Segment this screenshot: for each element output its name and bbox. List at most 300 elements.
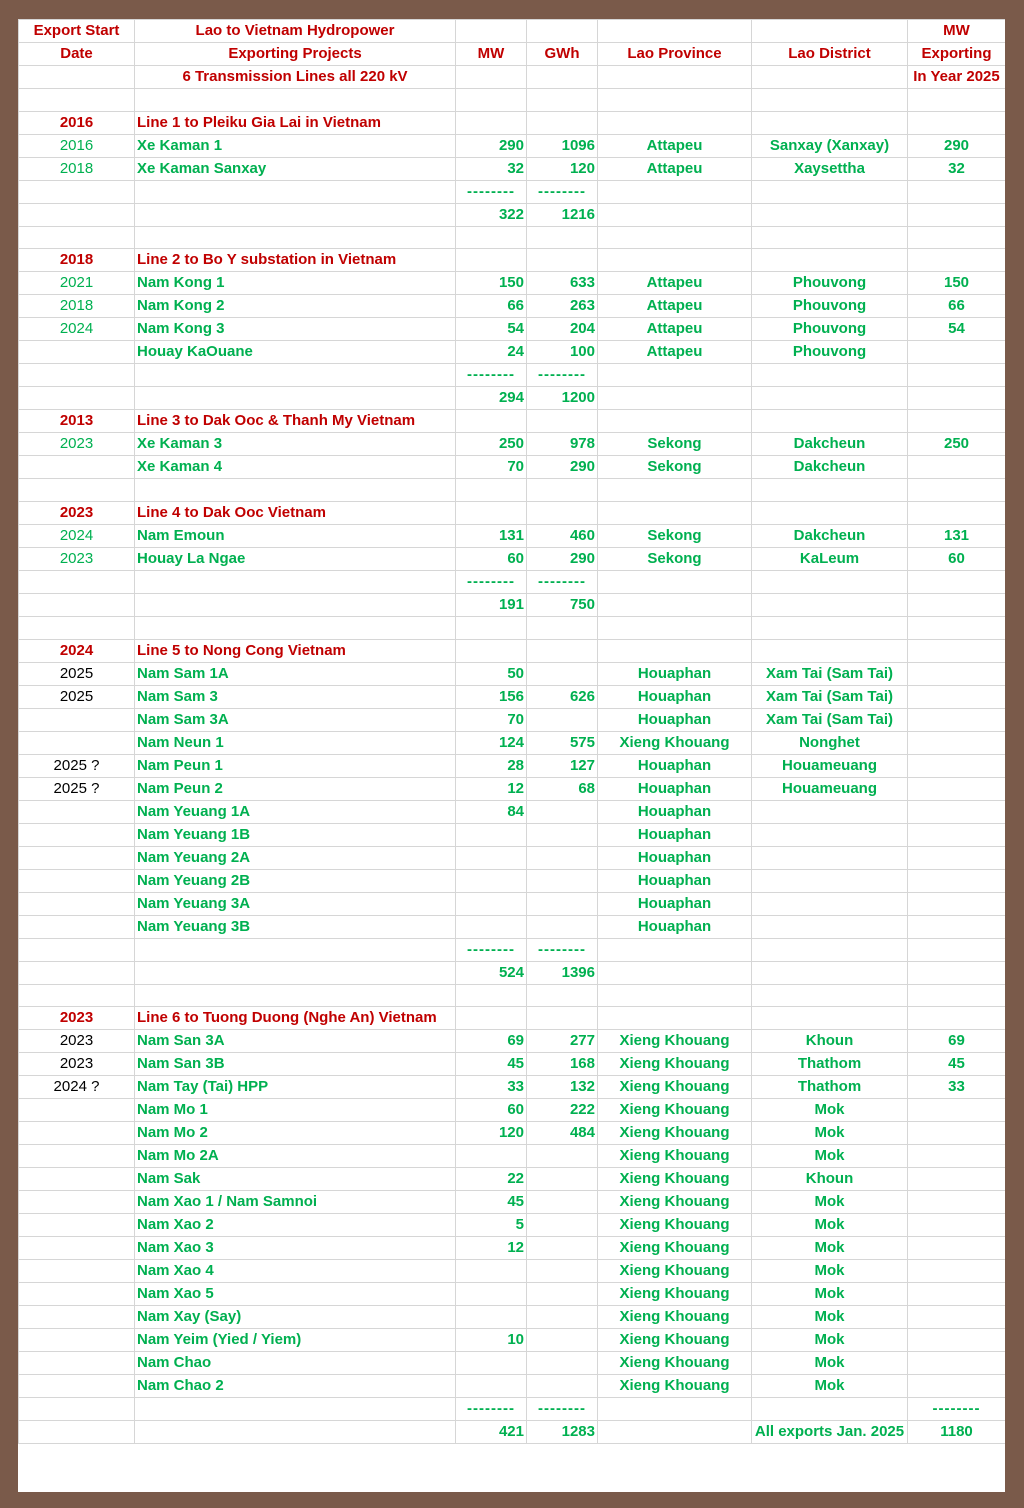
exp-separator[interactable]: -------- <box>908 1398 1006 1421</box>
export-date[interactable] <box>19 1375 135 1398</box>
exp-separator[interactable] <box>908 938 1006 961</box>
mw-exporting[interactable] <box>908 1191 1006 1214</box>
province[interactable]: Xieng Khouang <box>598 1191 752 1214</box>
district[interactable]: Dakcheun <box>752 456 908 479</box>
mw[interactable]: 45 <box>456 1191 527 1214</box>
project-name[interactable]: Xe Kaman Sanxay <box>135 157 456 180</box>
mw[interactable] <box>456 823 527 846</box>
empty-cell[interactable] <box>135 364 456 387</box>
district[interactable]: Houameuang <box>752 754 908 777</box>
empty-cell[interactable] <box>19 387 135 410</box>
project-name[interactable]: Nam Emoun <box>135 525 456 548</box>
project-name[interactable]: Nam Kong 2 <box>135 295 456 318</box>
header-gwh[interactable]: GWh <box>527 43 598 66</box>
mw[interactable]: 70 <box>456 708 527 731</box>
empty-cell[interactable] <box>752 1398 908 1421</box>
empty-cell[interactable] <box>598 203 752 226</box>
empty-cell[interactable] <box>456 249 527 272</box>
province[interactable]: Houaphan <box>598 846 752 869</box>
empty-cell[interactable] <box>598 364 752 387</box>
export-date[interactable] <box>19 1145 135 1168</box>
gwh[interactable]: 626 <box>527 685 598 708</box>
district[interactable]: Sanxay (Xanxay) <box>752 134 908 157</box>
mw-subtotal[interactable]: 322 <box>456 203 527 226</box>
mw[interactable]: 290 <box>456 134 527 157</box>
gwh-separator[interactable]: -------- <box>527 938 598 961</box>
empty-cell[interactable] <box>19 571 135 594</box>
empty-cell[interactable] <box>908 89 1006 112</box>
empty-cell[interactable] <box>135 961 456 984</box>
empty-cell[interactable] <box>752 617 908 640</box>
mw[interactable] <box>456 1145 527 1168</box>
empty-cell[interactable] <box>527 1007 598 1030</box>
district[interactable]: Xam Tai (Sam Tai) <box>752 685 908 708</box>
province[interactable]: Sekong <box>598 433 752 456</box>
empty-cell[interactable] <box>135 1398 456 1421</box>
mw-exporting[interactable]: 33 <box>908 1076 1006 1099</box>
mw-exporting[interactable] <box>908 1145 1006 1168</box>
project-name[interactable]: Nam Mo 1 <box>135 1099 456 1122</box>
empty-cell[interactable] <box>456 984 527 1007</box>
empty-cell[interactable] <box>908 502 1006 525</box>
mw[interactable]: 156 <box>456 685 527 708</box>
province[interactable]: Houaphan <box>598 754 752 777</box>
gwh-separator[interactable]: -------- <box>527 364 598 387</box>
project-name[interactable]: Nam Xao 4 <box>135 1260 456 1283</box>
empty-cell[interactable] <box>135 1421 456 1444</box>
empty-cell[interactable] <box>598 1398 752 1421</box>
empty-cell[interactable] <box>908 617 1006 640</box>
exp-separator[interactable] <box>908 571 1006 594</box>
empty-cell[interactable] <box>19 984 135 1007</box>
project-name[interactable]: Nam Yeuang 1B <box>135 823 456 846</box>
empty-cell[interactable] <box>752 984 908 1007</box>
empty-cell[interactable] <box>456 502 527 525</box>
empty-cell[interactable] <box>598 984 752 1007</box>
mw[interactable]: 84 <box>456 800 527 823</box>
export-date[interactable] <box>19 341 135 364</box>
district[interactable]: Mok <box>752 1214 908 1237</box>
empty-cell[interactable] <box>456 226 527 249</box>
export-date[interactable] <box>19 731 135 754</box>
project-name[interactable]: Nam Sam 3 <box>135 685 456 708</box>
province[interactable]: Xieng Khouang <box>598 1375 752 1398</box>
line-year[interactable]: 2023 <box>19 502 135 525</box>
export-date[interactable] <box>19 1260 135 1283</box>
mw[interactable]: 70 <box>456 456 527 479</box>
district[interactable]: Mok <box>752 1329 908 1352</box>
district[interactable]: Mok <box>752 1283 908 1306</box>
mw[interactable]: 22 <box>456 1168 527 1191</box>
line-year[interactable]: 2018 <box>19 249 135 272</box>
export-date[interactable]: 2018 <box>19 295 135 318</box>
district[interactable]: Phouvong <box>752 272 908 295</box>
mw[interactable] <box>456 1306 527 1329</box>
project-name[interactable]: Houay KaOuane <box>135 341 456 364</box>
mw-exporting[interactable] <box>908 708 1006 731</box>
export-date[interactable]: 2025 ? <box>19 777 135 800</box>
gwh[interactable] <box>527 800 598 823</box>
empty-cell[interactable] <box>752 203 908 226</box>
province[interactable]: Xieng Khouang <box>598 1260 752 1283</box>
mw-separator[interactable]: -------- <box>456 180 527 203</box>
province[interactable]: Attapeu <box>598 295 752 318</box>
empty-cell[interactable] <box>598 961 752 984</box>
gwh[interactable] <box>527 846 598 869</box>
gwh[interactable] <box>527 915 598 938</box>
export-date[interactable] <box>19 1122 135 1145</box>
province[interactable]: Houaphan <box>598 777 752 800</box>
empty-cell[interactable] <box>908 594 1006 617</box>
mw-exporting[interactable] <box>908 869 1006 892</box>
empty-cell[interactable] <box>908 203 1006 226</box>
empty-cell[interactable] <box>598 1007 752 1030</box>
gwh[interactable]: 484 <box>527 1122 598 1145</box>
empty-cell[interactable] <box>752 410 908 433</box>
mw[interactable] <box>456 1352 527 1375</box>
header-district[interactable] <box>752 20 908 43</box>
project-name[interactable]: Nam Xao 3 <box>135 1237 456 1260</box>
empty-cell[interactable] <box>598 571 752 594</box>
district[interactable]: Phouvong <box>752 295 908 318</box>
empty-cell[interactable] <box>19 89 135 112</box>
line-name[interactable]: Line 4 to Dak Ooc Vietnam <box>135 502 456 525</box>
gwh[interactable] <box>527 1191 598 1214</box>
province[interactable]: Houaphan <box>598 915 752 938</box>
gwh[interactable] <box>527 708 598 731</box>
mw-separator[interactable]: -------- <box>456 364 527 387</box>
project-name[interactable]: Nam Chao 2 <box>135 1375 456 1398</box>
district[interactable] <box>752 915 908 938</box>
province[interactable]: Xieng Khouang <box>598 1352 752 1375</box>
mw[interactable]: 50 <box>456 662 527 685</box>
empty-cell[interactable] <box>908 249 1006 272</box>
empty-cell[interactable] <box>19 617 135 640</box>
empty-cell[interactable] <box>598 502 752 525</box>
empty-cell[interactable] <box>752 180 908 203</box>
mw-exporting[interactable]: 69 <box>908 1030 1006 1053</box>
empty-cell[interactable] <box>908 639 1006 662</box>
export-date[interactable]: 2023 <box>19 433 135 456</box>
empty-cell[interactable] <box>527 249 598 272</box>
gwh[interactable]: 633 <box>527 272 598 295</box>
all-exports-label[interactable]: All exports Jan. 2025 <box>752 1421 908 1444</box>
empty-cell[interactable] <box>135 617 456 640</box>
mw-exporting[interactable]: 54 <box>908 318 1006 341</box>
export-date[interactable] <box>19 1306 135 1329</box>
mw-exporting[interactable] <box>908 1375 1006 1398</box>
district[interactable]: Dakcheun <box>752 525 908 548</box>
gwh[interactable]: 460 <box>527 525 598 548</box>
gwh[interactable] <box>527 823 598 846</box>
mw[interactable]: 124 <box>456 731 527 754</box>
line-name[interactable]: Line 3 to Dak Ooc & Thanh My Vietnam <box>135 410 456 433</box>
header-gwh[interactable] <box>527 66 598 89</box>
project-name[interactable]: Nam Neun 1 <box>135 731 456 754</box>
gwh[interactable] <box>527 1375 598 1398</box>
line-year[interactable]: 2013 <box>19 410 135 433</box>
line-name[interactable]: Line 5 to Nong Cong Vietnam <box>135 639 456 662</box>
district[interactable]: Nonghet <box>752 731 908 754</box>
mw-exporting[interactable] <box>908 685 1006 708</box>
line-year[interactable]: 2016 <box>19 111 135 134</box>
province[interactable]: Sekong <box>598 548 752 571</box>
gwh[interactable] <box>527 1214 598 1237</box>
district[interactable] <box>752 823 908 846</box>
header-mw-exporting[interactable]: MW <box>908 20 1006 43</box>
province[interactable]: Xieng Khouang <box>598 1283 752 1306</box>
mw[interactable] <box>456 1283 527 1306</box>
gwh[interactable] <box>527 662 598 685</box>
project-name[interactable]: Xe Kaman 4 <box>135 456 456 479</box>
gwh[interactable]: 575 <box>527 731 598 754</box>
project-name[interactable]: Nam Yeim (Yied / Yiem) <box>135 1329 456 1352</box>
province[interactable]: Xieng Khouang <box>598 1329 752 1352</box>
export-date[interactable] <box>19 846 135 869</box>
gwh[interactable]: 290 <box>527 456 598 479</box>
empty-cell[interactable] <box>527 410 598 433</box>
export-date[interactable] <box>19 1099 135 1122</box>
project-name[interactable]: Nam Yeuang 3A <box>135 892 456 915</box>
empty-cell[interactable] <box>135 938 456 961</box>
province[interactable]: Sekong <box>598 525 752 548</box>
mw[interactable]: 60 <box>456 1099 527 1122</box>
mw[interactable]: 32 <box>456 157 527 180</box>
mw-exporting[interactable]: 60 <box>908 548 1006 571</box>
export-date[interactable] <box>19 892 135 915</box>
export-date[interactable]: 2024 ? <box>19 1076 135 1099</box>
empty-cell[interactable] <box>527 502 598 525</box>
export-date[interactable]: 2021 <box>19 272 135 295</box>
mw-exporting[interactable]: 150 <box>908 272 1006 295</box>
empty-cell[interactable] <box>135 180 456 203</box>
gwh[interactable] <box>527 1260 598 1283</box>
empty-cell[interactable] <box>456 617 527 640</box>
export-date[interactable]: 2018 <box>19 157 135 180</box>
mw-exporting[interactable] <box>908 1237 1006 1260</box>
province[interactable]: Houaphan <box>598 708 752 731</box>
mw[interactable] <box>456 1260 527 1283</box>
empty-cell[interactable] <box>598 226 752 249</box>
province[interactable]: Attapeu <box>598 157 752 180</box>
project-name[interactable]: Nam Peun 2 <box>135 777 456 800</box>
gwh[interactable]: 978 <box>527 433 598 456</box>
header-gwh[interactable] <box>527 20 598 43</box>
district[interactable]: Mok <box>752 1306 908 1329</box>
export-date[interactable] <box>19 800 135 823</box>
mw-exporting[interactable] <box>908 1168 1006 1191</box>
mw[interactable]: 10 <box>456 1329 527 1352</box>
empty-cell[interactable] <box>527 226 598 249</box>
header-mw-exporting[interactable]: In Year 2025 <box>908 66 1006 89</box>
empty-cell[interactable] <box>135 571 456 594</box>
empty-cell[interactable] <box>19 226 135 249</box>
header-mw[interactable] <box>456 20 527 43</box>
mw-subtotal[interactable]: 294 <box>456 387 527 410</box>
mw[interactable]: 12 <box>456 1237 527 1260</box>
project-name[interactable]: Nam Xao 1 / Nam Samnoi <box>135 1191 456 1214</box>
empty-cell[interactable] <box>752 938 908 961</box>
gwh-subtotal[interactable]: 1396 <box>527 961 598 984</box>
gwh[interactable] <box>527 1237 598 1260</box>
export-date[interactable] <box>19 1283 135 1306</box>
empty-cell[interactable] <box>752 364 908 387</box>
gwh-subtotal[interactable]: 1216 <box>527 203 598 226</box>
province[interactable]: Xieng Khouang <box>598 1214 752 1237</box>
export-date[interactable]: 2025 <box>19 662 135 685</box>
project-name[interactable]: Nam Yeuang 2A <box>135 846 456 869</box>
district[interactable]: Mok <box>752 1099 908 1122</box>
export-date[interactable] <box>19 708 135 731</box>
header-project-name[interactable]: 6 Transmission Lines all 220 kV <box>135 66 456 89</box>
project-name[interactable]: Nam Mo 2A <box>135 1145 456 1168</box>
gwh-separator[interactable]: -------- <box>527 180 598 203</box>
province[interactable]: Houaphan <box>598 662 752 685</box>
province[interactable]: Xieng Khouang <box>598 1237 752 1260</box>
empty-cell[interactable] <box>598 111 752 134</box>
project-name[interactable]: Nam Yeuang 2B <box>135 869 456 892</box>
province[interactable]: Xieng Khouang <box>598 1122 752 1145</box>
project-name[interactable]: Nam Kong 3 <box>135 318 456 341</box>
line-name[interactable]: Line 1 to Pleiku Gia Lai in Vietnam <box>135 111 456 134</box>
mw-exporting[interactable] <box>908 662 1006 685</box>
empty-cell[interactable] <box>598 249 752 272</box>
province[interactable]: Houaphan <box>598 823 752 846</box>
empty-cell[interactable] <box>908 479 1006 502</box>
district[interactable]: Xam Tai (Sam Tai) <box>752 708 908 731</box>
export-date[interactable]: 2024 <box>19 318 135 341</box>
gwh[interactable]: 263 <box>527 295 598 318</box>
empty-cell[interactable] <box>752 89 908 112</box>
district[interactable]: Mok <box>752 1375 908 1398</box>
empty-cell[interactable] <box>135 226 456 249</box>
gwh[interactable] <box>527 1168 598 1191</box>
gwh[interactable] <box>527 1352 598 1375</box>
mw[interactable]: 66 <box>456 295 527 318</box>
mw-exporting[interactable] <box>908 1122 1006 1145</box>
gwh-separator[interactable]: -------- <box>527 1398 598 1421</box>
empty-cell[interactable] <box>527 617 598 640</box>
district[interactable]: Mok <box>752 1191 908 1214</box>
mw-exporting[interactable] <box>908 731 1006 754</box>
gwh[interactable]: 127 <box>527 754 598 777</box>
mw-exporting[interactable] <box>908 1306 1006 1329</box>
mw[interactable] <box>456 1375 527 1398</box>
mw[interactable] <box>456 892 527 915</box>
empty-cell[interactable] <box>135 89 456 112</box>
project-name[interactable]: Xe Kaman 1 <box>135 134 456 157</box>
empty-cell[interactable] <box>908 1007 1006 1030</box>
district[interactable] <box>752 869 908 892</box>
header-mw-exporting[interactable]: Exporting <box>908 43 1006 66</box>
mw[interactable]: 28 <box>456 754 527 777</box>
empty-cell[interactable] <box>752 639 908 662</box>
mw-exporting[interactable] <box>908 341 1006 364</box>
header-province[interactable] <box>598 20 752 43</box>
empty-cell[interactable] <box>19 203 135 226</box>
mw-separator[interactable]: -------- <box>456 571 527 594</box>
mw[interactable]: 33 <box>456 1076 527 1099</box>
empty-cell[interactable] <box>135 479 456 502</box>
empty-cell[interactable] <box>598 938 752 961</box>
district[interactable]: KaLeum <box>752 548 908 571</box>
gwh[interactable]: 132 <box>527 1076 598 1099</box>
empty-cell[interactable] <box>752 502 908 525</box>
mw[interactable]: 150 <box>456 272 527 295</box>
empty-cell[interactable] <box>527 111 598 134</box>
export-date[interactable] <box>19 456 135 479</box>
gwh[interactable]: 168 <box>527 1053 598 1076</box>
export-date[interactable]: 2023 <box>19 548 135 571</box>
project-name[interactable]: Nam Chao <box>135 1352 456 1375</box>
district[interactable] <box>752 846 908 869</box>
project-name[interactable]: Nam Xay (Say) <box>135 1306 456 1329</box>
province[interactable]: Xieng Khouang <box>598 1076 752 1099</box>
mw-exporting[interactable] <box>908 1260 1006 1283</box>
mw[interactable] <box>456 915 527 938</box>
mw[interactable]: 250 <box>456 433 527 456</box>
empty-cell[interactable] <box>752 1007 908 1030</box>
district[interactable]: Mok <box>752 1122 908 1145</box>
province[interactable]: Houaphan <box>598 892 752 915</box>
export-date[interactable] <box>19 1237 135 1260</box>
export-date[interactable]: 2023 <box>19 1030 135 1053</box>
empty-cell[interactable] <box>908 984 1006 1007</box>
district[interactable]: Khoun <box>752 1168 908 1191</box>
province[interactable]: Houaphan <box>598 685 752 708</box>
exp-separator[interactable] <box>908 180 1006 203</box>
header-project-name[interactable]: Exporting Projects <box>135 43 456 66</box>
exp-separator[interactable] <box>908 364 1006 387</box>
export-date[interactable] <box>19 1214 135 1237</box>
project-name[interactable]: Nam Kong 1 <box>135 272 456 295</box>
mw-total[interactable]: 421 <box>456 1421 527 1444</box>
gwh[interactable]: 120 <box>527 157 598 180</box>
empty-cell[interactable] <box>456 479 527 502</box>
province[interactable]: Xieng Khouang <box>598 1168 752 1191</box>
province[interactable]: Xieng Khouang <box>598 1099 752 1122</box>
province[interactable]: Attapeu <box>598 134 752 157</box>
district[interactable]: Phouvong <box>752 341 908 364</box>
mw-exporting[interactable] <box>908 1099 1006 1122</box>
empty-cell[interactable] <box>598 180 752 203</box>
gwh[interactable] <box>527 1283 598 1306</box>
empty-cell[interactable] <box>456 639 527 662</box>
empty-cell[interactable] <box>908 961 1006 984</box>
district[interactable] <box>752 800 908 823</box>
empty-cell[interactable] <box>752 111 908 134</box>
province[interactable]: Xieng Khouang <box>598 1306 752 1329</box>
gwh[interactable] <box>527 1306 598 1329</box>
empty-cell[interactable] <box>456 111 527 134</box>
header-export-date[interactable]: Date <box>19 43 135 66</box>
mw-exporting[interactable]: 290 <box>908 134 1006 157</box>
province[interactable]: Attapeu <box>598 318 752 341</box>
header-province[interactable] <box>598 66 752 89</box>
district[interactable]: Mok <box>752 1145 908 1168</box>
gwh-subtotal[interactable]: 1200 <box>527 387 598 410</box>
mw-exporting[interactable] <box>908 777 1006 800</box>
export-date[interactable] <box>19 1352 135 1375</box>
mw-exporting[interactable] <box>908 1283 1006 1306</box>
export-date[interactable] <box>19 823 135 846</box>
province[interactable]: Houaphan <box>598 800 752 823</box>
project-name[interactable]: Nam Peun 1 <box>135 754 456 777</box>
mw[interactable]: 131 <box>456 525 527 548</box>
mw[interactable]: 60 <box>456 548 527 571</box>
province[interactable]: Xieng Khouang <box>598 731 752 754</box>
mw-exporting[interactable] <box>908 800 1006 823</box>
